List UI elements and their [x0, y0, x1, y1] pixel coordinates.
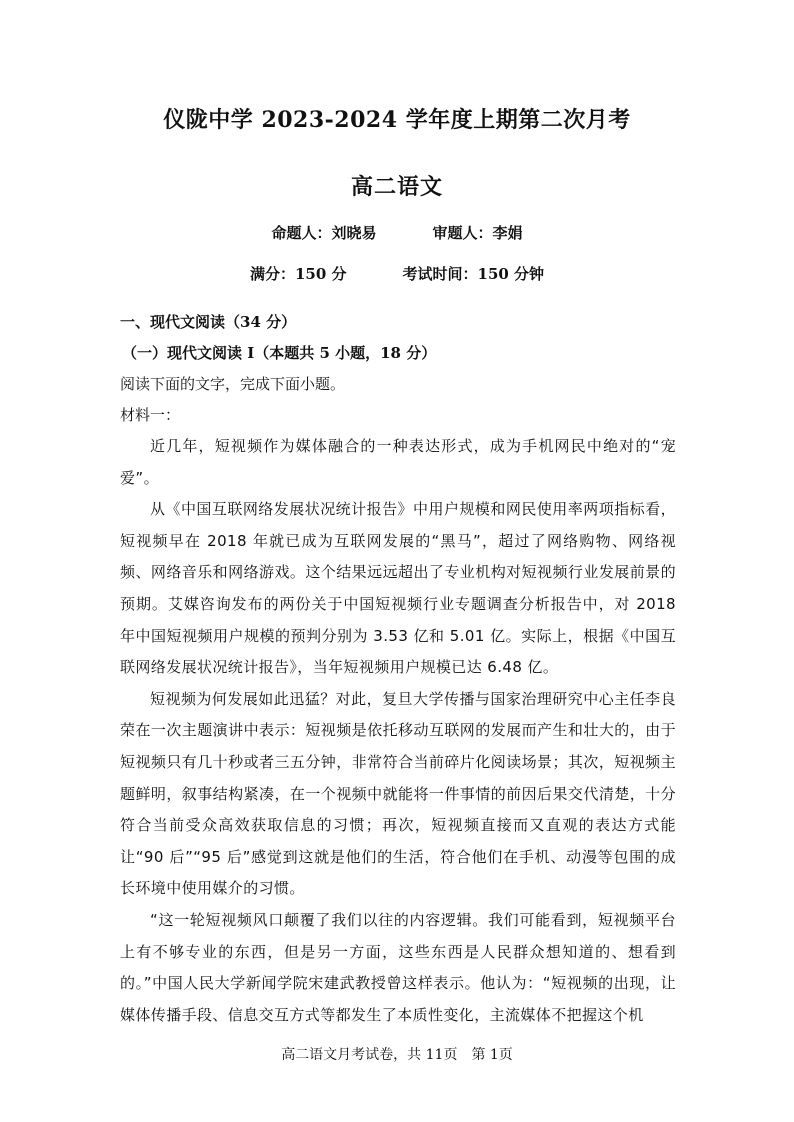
reading-instruction: 阅读下面的文字，完成下面小题。	[120, 375, 346, 393]
exam-title: 仪陇中学 2023-2024 学年度上期第二次月考	[163, 107, 631, 133]
score-time-line	[0, 263, 794, 284]
paragraph: 短视频为何发展如此迅猛？对此，复旦大学传播与国家治理研究中心主任李良荣在一次主题演讲中表示：短视频是依托移动互联网的发展而产生和壮大的，由于短视频只有几十秒或者三五分钟，非常符合当前碎片化阅读场景；其次，短视频主题鲜明，叙事结构紧凑，在一个视频中就能将一件事情的前因后果交代清楚，十分符合当前受众高效获取信息的习惯；再次，短视频直接而又直观的表达方式能让“90 后”“95 后”感觉到这就是他们的生活，符合他们在手机、动漫等包围的成长环境中使用媒介的习惯。	[120, 689, 676, 898]
full-score: 满分：150 分	[249, 265, 347, 283]
author-line	[0, 222, 794, 243]
exam-time: 考试时间：150 分钟	[402, 265, 545, 283]
reviewer: 审题人：李娟	[432, 224, 523, 242]
proposer: 命题人：刘晓易	[271, 224, 377, 242]
paragraph: 近几年，短视频作为媒体融合的一种表达形式，成为手机网民中绝对的“宠爱”。	[120, 437, 676, 487]
section-subheading: （一）现代文阅读 I（本题共 5 小题，18 分）	[122, 344, 437, 362]
page-footer: 高二语文月考试卷，共 11页 第 1页	[281, 1047, 513, 1063]
paragraph: 从《中国互联网络发展状况统计报告》中用户规模和网民使用率两项指标看，短视频早在 2018 年就已成为互联网发展的“黑马”，超过了网络购物、网络视频、网络音乐和网络游戏。这个结果远远超出了专业机构对短视频行业发展前景的预期。艾媒咨询发布的两份关于中国短视频行业专题调查分析报告中，对 2018 年中国短视频用户规模的预判分别为 3.53 亿和 5.01 亿。实际上，根据《中国互联网络发展状况统计报告》，当年短视频用户规模已达 6.48 亿。	[120, 500, 676, 677]
material-text	[120, 431, 676, 1031]
section-heading: 一、现代文阅读（34 分）	[120, 313, 297, 331]
material-label: 材料一：	[120, 406, 181, 424]
paragraph: “这一轮短视频风口颠覆了我们以往的内容逻辑。我们可能看到，短视频平台上有不够专业的东西，但是另一方面，这些东西是人民群众想知道的、想看到的。”中国人民大学新闻学院宋建武教授曾这样表示。他认为：“短视频的出现，让媒体传播手段、信息交互方式等都发生了本质性变化，主流媒体不把握这个机	[120, 910, 676, 1024]
subject-title: 高二语文	[350, 174, 443, 200]
